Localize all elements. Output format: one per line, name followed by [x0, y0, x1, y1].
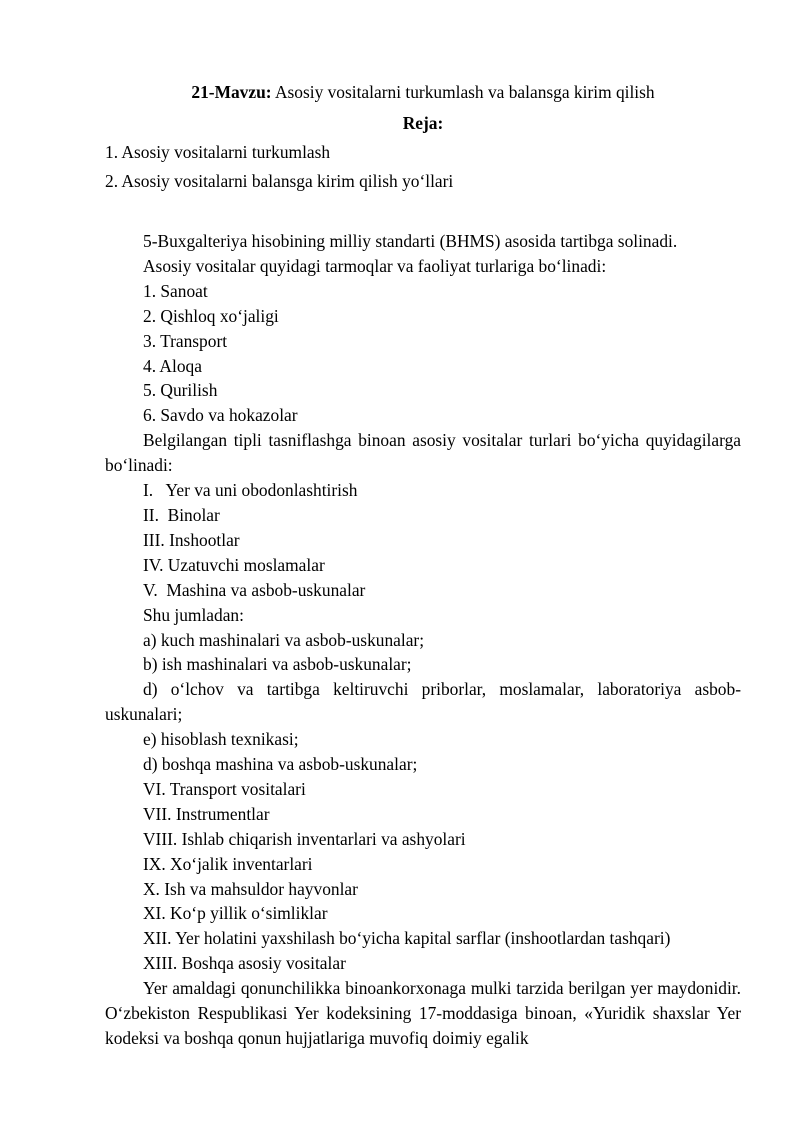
sector-lead-paragraph: Asosiy vositalar quyidagi tarmoqlar va faoliyat turlariga bo‘linadi:	[143, 255, 607, 276]
sector-item: 2. Qishloq xo‘jaligi	[143, 305, 279, 326]
class-item: III. Inshootlar	[143, 529, 240, 550]
class-item: VIII. Ishlab chiqarish inventarlari va ashyolari	[143, 828, 466, 849]
plan-heading: Reja:	[402, 113, 444, 133]
sub-item: b) ish mashinalari va asbob-uskunalar;	[143, 654, 412, 675]
class-item: XIII. Boshqa asosiy vositalar	[143, 953, 346, 974]
sector-item: 5. Qurilish	[143, 380, 218, 401]
class-item: I. Yer va uni obodonlashtirish	[143, 480, 358, 501]
sector-item: 4. Aloqa	[143, 355, 202, 376]
class-item: X. Ish va mahsuldor hayvonlar	[143, 878, 358, 899]
page-title	[105, 80, 741, 104]
class-item: XII. Yer holatini yaxshilash bo‘yicha kapital sarflar (inshootlardan tashqari)	[143, 928, 671, 949]
including-label: Shu jumladan:	[143, 604, 244, 625]
class-item: VI. Transport vositalari	[143, 778, 306, 799]
class-item: II. Binolar	[143, 504, 220, 525]
sector-item: 3. Transport	[143, 330, 228, 351]
sub-item-measuring-devices: d) o‘lchov va tartibga keltiruvchi priborlar, moslamalar, laboratoriya asbob-uskunalari;	[105, 679, 741, 725]
closing-paragraph: Yer amaldagi qonunchilikka binoankorxonaga mulki tarzida berilgan yer maydonidir. O‘zbekiston Respublikasi Yer kodeksining 17-moddasiga binoan, «Yuridik shaxslar Yer kodeksi va boshqa qonun hujjatlariga muvofiq doimiy egalik	[105, 978, 741, 1048]
sub-item: d) boshqa mashina va asbob-uskunalar;	[143, 754, 418, 775]
class-item: XI. Ko‘p yillik o‘simliklar	[143, 903, 328, 924]
classification-lead-paragraph: Belgilangan tipli tasniflashga binoan asosiy vositalar turlari bo‘yicha quyidagilarga bo‘linadi:	[105, 430, 741, 476]
class-item: IX. Xo‘jalik inventarlari	[143, 853, 313, 874]
sector-item: 6. Savdo va hokazolar	[143, 405, 298, 426]
sector-item: 1. Sanoat	[143, 280, 208, 301]
class-item: IV. Uzatuvchi moslamalar	[143, 554, 325, 575]
plan-item-2: 2. Asosiy vositalarni balansga kirim qilish yo‘llari	[105, 171, 454, 191]
class-item: VII. Instrumentlar	[143, 803, 270, 824]
document-body	[105, 229, 741, 1051]
intro-paragraph: 5-Buxgalteriya hisobining milliy standarti (BHMS) asosida tartibga solinadi.	[143, 231, 678, 251]
sub-item: a) kuch mashinalari va asbob-uskunalar;	[143, 629, 425, 650]
class-item: V. Mashina va asbob-uskunalar	[143, 579, 366, 600]
plan-item-1: 1. Asosiy vositalarni turkumlash	[105, 142, 331, 162]
title-topic-text: Asosiy vositalarni turkumlash va balansga kirim qilish	[271, 82, 655, 102]
sub-item: e) hisoblash texnikasi;	[143, 729, 299, 750]
title-topic-number: 21-Mavzu:	[191, 82, 272, 102]
